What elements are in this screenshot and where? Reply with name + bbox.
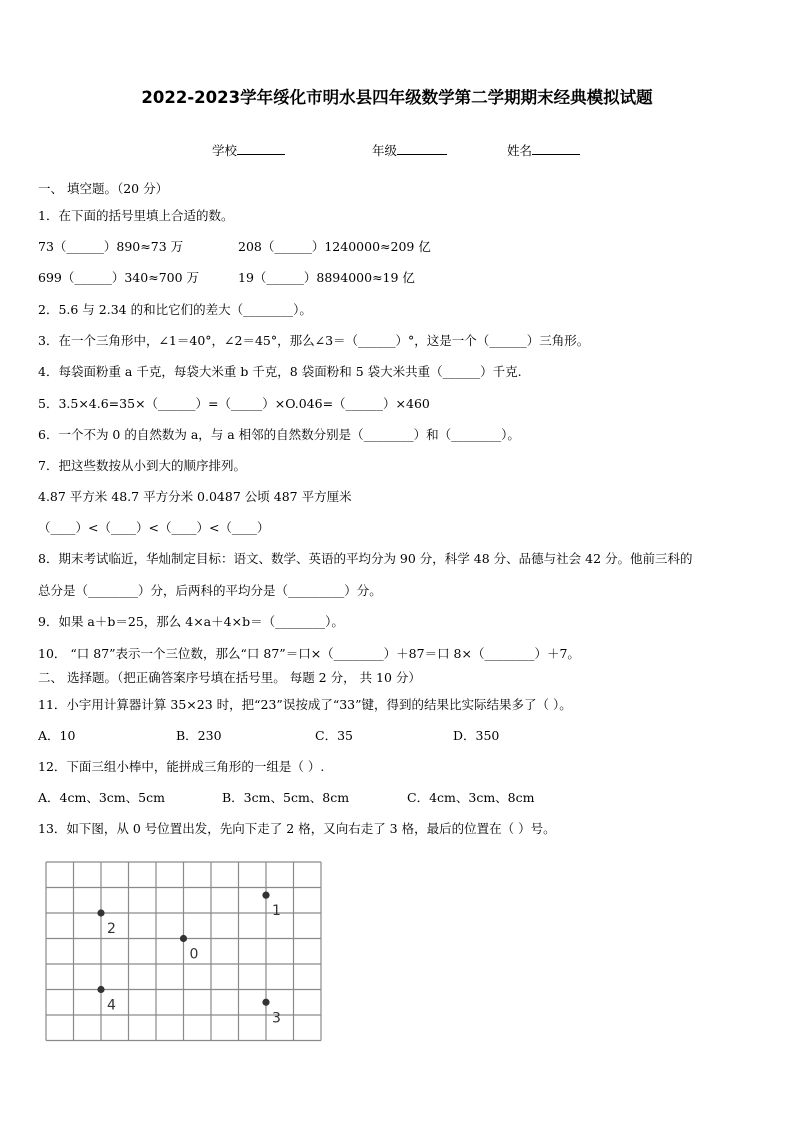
question-2: 2．5.6 与 2.34 的和比它们的差大（________）。 xyxy=(38,302,312,317)
question-11-option-d: D．350 xyxy=(453,728,500,743)
question-12-option-c: C．4cm、3cm、8cm xyxy=(407,790,535,805)
question-11: 11．小宇用计算器计算 35×23 时，把“23”误按成了“33”键，得到的结果比实际结果多了（ ）。 xyxy=(38,697,572,712)
question-3: 3．在一个三角形中，∠1＝40°，∠2＝45°，那么∠3＝（______）°，这是一个（______）三角形。 xyxy=(38,333,590,348)
name-blank[interactable] xyxy=(532,142,580,155)
section-fill-heading: 一、 填空题。（20 分） xyxy=(38,181,169,196)
grid-point-3 xyxy=(262,999,269,1006)
question-1-item-a: 73（______）890≈73 万 xyxy=(38,239,184,254)
question-12-option-a: A．4cm、3cm、5cm xyxy=(38,790,165,805)
school-blank[interactable] xyxy=(237,142,285,155)
question-5: 5．3.5×4.6=35×（______）=（_____）×O.046=（______）×460 xyxy=(38,396,430,411)
name-label: 姓名 xyxy=(507,143,533,158)
grade-blank[interactable] xyxy=(397,142,447,155)
question-1: 1．在下面的括号里填上合适的数。 xyxy=(38,208,234,223)
grid-point-4 xyxy=(97,986,104,993)
school-field xyxy=(212,142,285,159)
question-1-item-d: 19（______）8894000≈19 亿 xyxy=(238,270,415,285)
question-8-line-2: 总分是（________）分，后两科的平均分是（_________）分。 xyxy=(38,583,382,598)
question-11-option-a: A．10 xyxy=(38,728,76,743)
question-7-order: （____）<（____）<（____）<（____） xyxy=(38,520,270,535)
question-11-option-b: B．230 xyxy=(176,728,222,743)
question-10: 10． “口 87”表示一个三位数，那么“口 87”＝口×（________）＋87＝口 8×（________）＋7。 xyxy=(38,646,580,661)
question-12-option-b: B．3cm、5cm、8cm xyxy=(222,790,350,805)
grid-point-label-3: 3 xyxy=(272,1010,281,1027)
school-label: 学校 xyxy=(212,143,238,158)
question-7: 7．把这些数按从小到大的顺序排列。 xyxy=(38,458,246,473)
question-7-values: 4.87 平方米 48.7 平方分米 0.0487 公顷 487 平方厘米 xyxy=(38,489,352,504)
question-1-item-b: 208（______）1240000≈209 亿 xyxy=(238,239,431,254)
question-9: 9．如果 a＋b＝25，那么 4×a＋4×b＝（________）。 xyxy=(38,614,344,629)
question-12: 12．下面三组小棒中，能拼成三角形的一组是（ ）. xyxy=(38,759,325,774)
section-choice-heading: 二、 选择题。（把正确答案序号填在括号里。 每题 2 分， 共 10 分） xyxy=(38,670,421,685)
grid-point-label-1: 1 xyxy=(272,903,281,920)
grade-label: 年级 xyxy=(372,143,398,158)
question-11-option-c: C．35 xyxy=(315,728,353,743)
grid-point-label-2: 2 xyxy=(107,921,116,937)
name-field xyxy=(507,142,580,159)
question-13: 13．如下图，从 0 号位置出发，先向下走了 2 格，又向右走了 3 格，最后的位置在（ ）号。 xyxy=(38,821,556,836)
grade-field xyxy=(372,142,447,159)
page-title: 2022-2023学年绥化市明水县四年级数学第二学期期末经典模拟试题 xyxy=(141,88,653,107)
question-4: 4．每袋面粉重 a 千克，每袋大米重 b 千克，8 袋面粉和 5 袋大米共重（______）千克. xyxy=(38,364,522,379)
position-grid-figure xyxy=(38,852,330,1044)
grid-point-0 xyxy=(180,935,187,942)
grid-point-1 xyxy=(262,892,269,899)
grid-point-label-4: 4 xyxy=(107,997,116,1014)
question-6: 6．一个不为 0 的自然数为 a，与 a 相邻的自然数分别是（________）和（________）。 xyxy=(38,427,520,442)
question-1-item-c: 699（______）340≈700 万 xyxy=(38,270,200,285)
grid-point-2 xyxy=(97,909,104,916)
grid-point-label-0: 0 xyxy=(189,946,199,963)
question-8-line-1: 8．期末考试临近，华灿制定目标：语文、数学、英语的平均分为 90 分，科学 48 分、品德与社会 42 分。他前三科的 xyxy=(38,551,693,566)
